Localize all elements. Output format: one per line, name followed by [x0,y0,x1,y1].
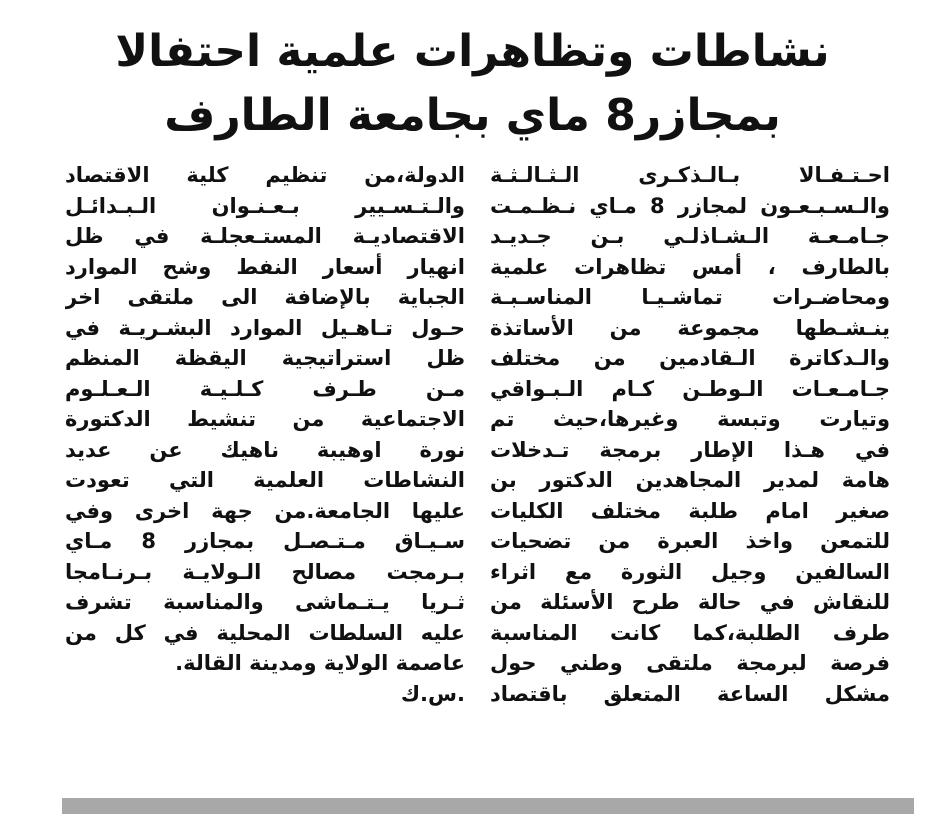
headline-line: نشاطات وتظاهرات علمية احتفالا [115,26,830,77]
text-line: والـسـبـعـون لمجازر 8 مـاي نـظـمـت [490,193,890,218]
text-line: جـامـعـة الـشـاذلـي بـن جـديـد [490,224,890,248]
text-line: ومحاضـرات تماشـيـا المناسـبـة [490,285,890,309]
article-column-right [490,160,890,709]
article-column-left [65,160,465,709]
text-line: والـدكاترة الـقادمين من مختلف [490,346,890,370]
text-line: مشكل الساعة المتعلق باقتصاد [490,681,890,706]
text-line: عليها الجامعة.من جهة اخرى وفي [65,498,465,523]
text-line: مـن طـرف كـلـيـة الـعـلـوم [65,376,465,401]
text-line: الاقتصاديـة المستـعجلـة في ظل [65,224,465,248]
text-line: فرصة لبرمجة ملتقى وطني حول [490,651,890,675]
text-line: نورة اوهيبة ناهيك عن عديد [65,437,465,462]
text-line: والـتـسـيير بـعـنـوان الـبـدائـل [65,193,465,218]
text-line: الاجتماعية من تنشيط الدكتورة [65,407,465,431]
text-line: عليه السلطات المحلية في كل من [65,620,465,645]
text-line: الجباية بالإضافة الى ملتقى اخر [65,285,465,309]
text-line: جـامـعـات الـوطـن كـام الـبـواقي [490,376,890,401]
text-line: حـول تـاهـيل الموارد البشـريـة في [65,315,465,340]
text-line: السالفين وجيل الثورة مع اثراء [490,559,890,584]
text-line: هامة لمدير المجاهدين الدكتور بن [490,468,890,492]
author-signature: .س.ك [400,681,465,706]
headline-line: بمجازر8 ماي بجامعة الطارف [164,90,781,141]
text-line: ينـشـطها مجموعة من الأساتذة [490,315,890,340]
text-line: للتمعن واخذ العبرة من تضحيات [490,529,890,553]
text-line: صغير امام طلبة مختلف الكليات [490,498,890,523]
text-line: ثـريا يـتـماشى والمناسبة تشرف [65,590,465,614]
text-line: الدولة،من تنظيم كلية الاقتصاد [65,163,465,187]
article-body [40,160,890,780]
text-line: بالطارف ، أمس تظاهرات علمية [490,254,890,279]
text-line: طرف الطلبة،كما كانت المناسبة [490,620,890,645]
text-line: في هـذا الإطار برمجة تـدخلات [490,437,890,462]
text-line: عاصمة الولاية ومدينة القالة. [175,651,465,675]
article-headline [40,20,905,148]
text-line: ظل استراتيجية اليقظة المنظم [65,346,465,370]
text-line: انهيار أسعار النفط وشح الموارد [65,254,465,279]
text-line: وتيارت وتبسة وغيرها،حيث تم [490,407,890,431]
text-line: النشاطات العلمية التي تعودت [65,468,465,492]
text-line: بـرمجت مصالح الـولايـة بـرنـامجا [65,559,465,584]
text-line: للنقاش في حالة طرح الأسئلة من [490,590,890,614]
text-line: احـتـفـالا بـالـذكـرى الـثـالـثـة [490,163,890,187]
text-line: سـيـاق مـتـصـل بمجازر 8 مـاي [65,529,465,553]
bottom-divider-bar [62,798,914,814]
